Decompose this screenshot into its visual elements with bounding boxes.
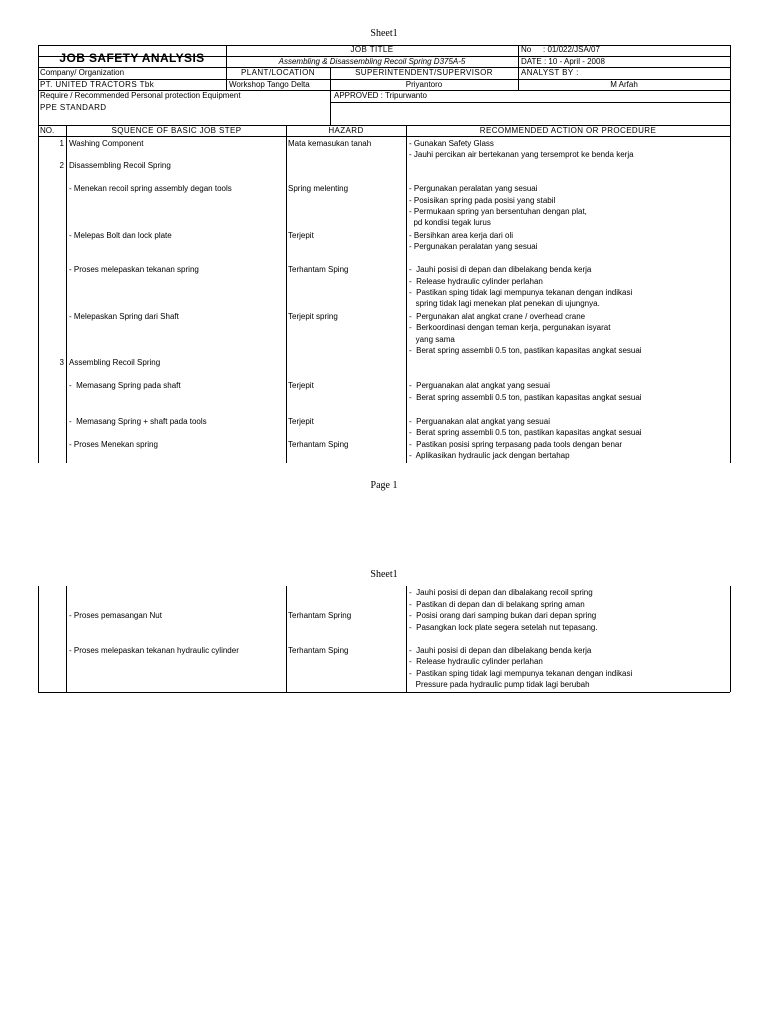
- job-step: - Proses pemasangan Nut: [69, 611, 162, 620]
- col-header-action: RECOMMENDED ACTION OR PROCEDURE: [479, 126, 657, 135]
- job-step: Disassembling Recoil Spring: [69, 161, 171, 170]
- action: - Jauhi percikan air bertekanan yang tersemprot ke benda kerja: [409, 150, 634, 159]
- action: yang sama: [409, 335, 455, 344]
- job-title-label: JOB TITLE: [350, 45, 394, 54]
- table-border-right: [730, 586, 731, 692]
- row-no: 2: [59, 161, 64, 170]
- company-value: PT. UNITED TRACTORS Tbk: [40, 80, 155, 89]
- approved-by: APPROVED : Tripurwanto: [334, 91, 427, 100]
- table-border-right: [730, 125, 731, 463]
- table-border-right: [730, 45, 731, 136]
- job-step: - Memasang Spring pada shaft: [69, 381, 181, 390]
- action: - Release hydraulic cylinder perlahan: [409, 277, 543, 286]
- doc-number-value: : 01/022/JSA/07: [543, 45, 600, 54]
- hazard: Terhantam Sping: [288, 265, 349, 274]
- hazard: Terjepit: [288, 417, 314, 426]
- page-number: Page 1: [370, 480, 398, 491]
- action: - Perguanakan alat angkat yang sesuai: [409, 417, 550, 426]
- job-step: - Proses melepaskan tekanan spring: [69, 265, 199, 274]
- action: - Pergunakan alat angkat crane / overhead crane: [409, 312, 586, 321]
- col-header-no: NO.: [40, 126, 55, 135]
- action: - Berat spring assembli 0.5 ton, pastikan kapasitas angkat sesuai: [409, 346, 642, 355]
- hazard: Terhantam Spring: [288, 611, 352, 620]
- action: - Jauhi posisi di depan dan dibelakang benda kerja: [409, 265, 592, 274]
- action: - Pastikan posisi spring terpasang pada tools dengan benar: [409, 440, 623, 449]
- divider: [330, 102, 730, 103]
- column-divider: [406, 125, 407, 463]
- sheet-label: Sheet1: [370, 569, 398, 580]
- plant-label: PLANT/LOCATION: [241, 68, 315, 77]
- action: - Jauhi posisi di depan dan dibelakang benda kerja: [409, 646, 592, 655]
- job-title-value: Assembling & Disassembling Recoil Spring D375A-5: [278, 57, 466, 66]
- action: - Gunakan Safety Glass: [409, 139, 494, 148]
- action: - Berat spring assembli 0.5 ton, pastikan kapasitas angkat sesuai: [409, 428, 642, 437]
- row-no: 1: [59, 139, 64, 148]
- hazard: Terhantam Sping: [288, 440, 349, 449]
- action: spring tidak lagi menekan plat penekan di ujungnya.: [409, 299, 600, 308]
- action: Pressure pada hydraulic pump tidak lagi berubah: [409, 680, 590, 689]
- action: - Berat spring assembli 0.5 ton, pastikan kapasitas angkat sesuai: [409, 393, 642, 402]
- job-step: Washing Component: [69, 139, 144, 148]
- action: - Permukaan spring yan bersentuhan dengan plat,: [409, 207, 587, 216]
- hazard: Spring melenting: [288, 184, 349, 193]
- column-divider: [286, 586, 287, 692]
- action: - Pastikan di depan dan di belakang spring aman: [409, 600, 585, 609]
- ppe-value: PPE STANDARD: [40, 103, 107, 112]
- action: - Jauhi posisi di depan dan dibalakang recoil spring: [409, 588, 593, 597]
- job-step: - Memasang Spring + shaft pada tools: [69, 417, 207, 426]
- action: - Berkoordinasi dengan teman kerja, pergunakan isyarat: [409, 323, 611, 332]
- hazard: Mata kemasukan tanah: [288, 139, 372, 148]
- hazard: Terjepit: [288, 381, 314, 390]
- date-value: DATE : 10 - April - 2008: [521, 57, 605, 66]
- hazard: Terjepit: [288, 231, 314, 240]
- col-header-hazard: HAZARD: [328, 126, 364, 135]
- divider: [330, 90, 331, 125]
- col-header-step: SQUENCE OF BASIC JOB STEP: [111, 126, 242, 135]
- sheet-label: Sheet1: [370, 28, 398, 39]
- hazard: Terhantam Sping: [288, 646, 349, 655]
- analyst-value: M Arfah: [610, 80, 638, 89]
- action: - Pergunakan peralatan yang sesuai: [409, 242, 538, 251]
- action: - Bersihkan area kerja dari oli: [409, 231, 514, 240]
- table-border-bottom: [38, 692, 730, 693]
- job-step: - Melepaskan Spring dari Shaft: [69, 312, 179, 321]
- divider: [38, 136, 730, 137]
- analyst-label: ANALYST BY :: [521, 68, 579, 77]
- table-border-left: [38, 586, 39, 692]
- job-step: - Melepas Bolt dan lock plate: [69, 231, 172, 240]
- row-no: 3: [59, 358, 64, 367]
- action: - Posisikan spring pada posisi yang stabil: [409, 196, 556, 205]
- table-border-left: [38, 125, 39, 463]
- action: pd kondisi tegak lurus: [409, 218, 491, 227]
- action: - Pergunakan peralatan yang sesuai: [409, 184, 538, 193]
- column-divider: [66, 586, 67, 692]
- job-step: - Menekan recoil spring assembly degan tools: [69, 184, 232, 193]
- supervisor-value: Priyantoro: [405, 80, 443, 89]
- company-label: Company/ Organization: [40, 68, 125, 77]
- column-divider: [286, 125, 287, 463]
- supervisor-label: SUPERINTENDENT/SUPERVISOR: [355, 68, 493, 77]
- action: - Release hydraulic cylinder perlahan: [409, 657, 543, 666]
- action: - Pastikan sping tidak lagi mempunya tekanan dengan indikasi: [409, 288, 633, 297]
- action: - Pastikan sping tidak lagi mempunya tekanan dengan indikasi: [409, 669, 633, 678]
- column-divider: [66, 125, 67, 463]
- job-step: - Proses melepaskan tekanan hydraulic cylinder: [69, 646, 239, 655]
- column-divider: [406, 586, 407, 692]
- plant-value: Workshop Tango Delta: [229, 80, 310, 89]
- action: - Pasangkan lock plate segera setelah nut tepasang.: [409, 623, 598, 632]
- action: - Aplikasikan hydraulic jack dengan bertahap: [409, 451, 570, 460]
- job-step: - Proses Menekan spring: [69, 440, 158, 449]
- action: - Posisi orang dari samping bukan dari depan spring: [409, 611, 597, 620]
- action: - Perguanakan alat angkat yang sesuai: [409, 381, 550, 390]
- hazard: Terjepit spring: [288, 312, 338, 321]
- ppe-label: Require / Recommended Personal protection Equipment: [40, 91, 241, 100]
- document-title: JOB SAFETY ANALYSIS: [59, 51, 205, 65]
- job-step: Assembling Recoil Spring: [69, 358, 161, 367]
- doc-number-label: No: [521, 45, 532, 54]
